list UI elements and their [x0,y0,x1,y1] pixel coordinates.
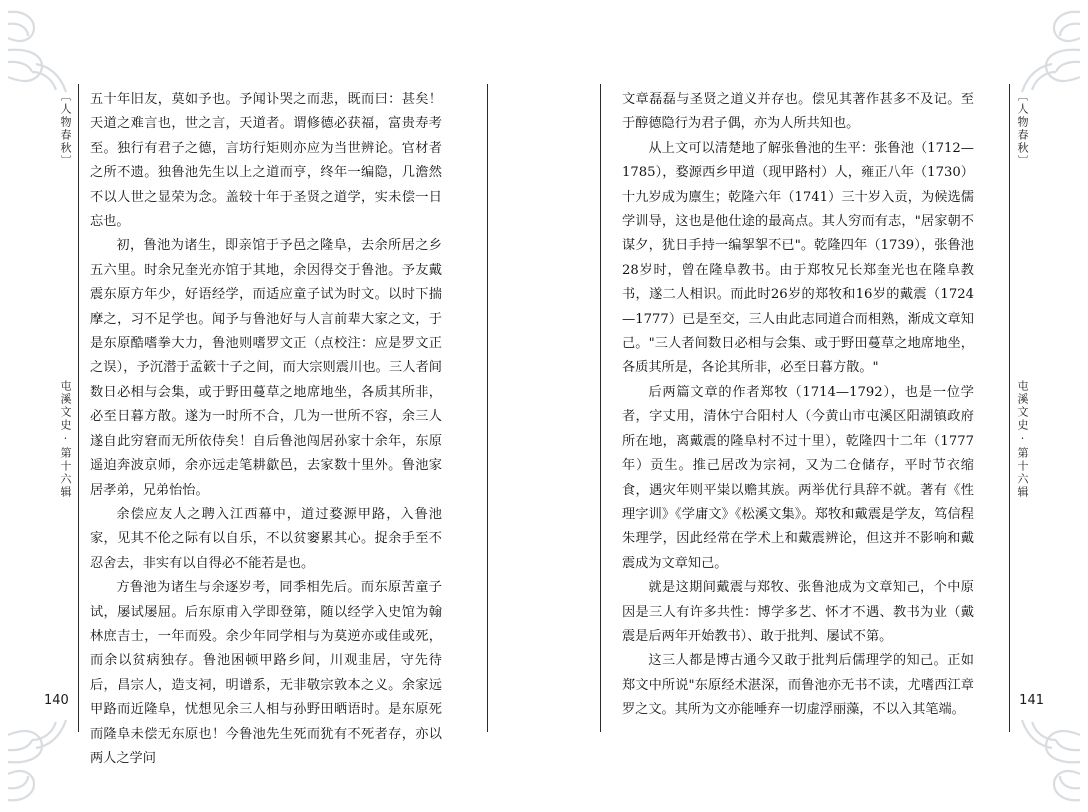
paragraph: 初，鲁池为诸生，即亲馆于予邑之隆阜，去余所居之乡五六里。时余兄奎光亦馆于其地，余因得交于鲁池。予友戴震东原方年少，好语经学，而适应童子试为时文。以时下揣摩之，习不足学也。闻予与鲁池好与人言前辈大家之文，于是东原酷嗜拳大力，鲁池则嗜罗文正（点校注：应是罗文正之误），予沉潜于孟簌十子之间，而大宗则震川也。三人者间数日必相与会集，或于野田蔓草之地席地坐，各质其所非，必至日暮方散。遂为一时所不合，几为一世所不容，余三人遂自此穷窘而无所依侍矣！自后鲁池闯居孙家十余年，东原遥迫奔波京师，余亦远走笔耕歙邑，去家数十里外。鲁池家居孝弟，兄弟怡怡。 [90,238,442,498]
paragraph: 就是这期间戴震与郑牧、张鲁池成为文章知己，个中原因是三人有许多共性：博学多艺、怀才不遇、教书为业（戴震是后两年开始教书）、敢于批判、屡试不第。 [622,580,974,644]
paragraph: 后两篇文章的作者郑牧（1714—1792），也是一位学者，字丈用，清休宁合阳村人（今黄山市屯溪区阳湖镇政府所在地，离戴震的隆阜村不过十里），乾隆四十二年（1777年）贡生。推己居改为宗祠，又为二仓储存，平时节衣缩食，遇灾年则平粜以赡其族。两举优行具辞不就。著有《性理字训》《学庸文》《松溪文集》。郑牧和戴震是学友，笃信程朱理学，因此经常在学术上和戴震辨论，但这并不影响和戴震成为文章知己。 [622,384,974,571]
paragraph: 五十年旧友，莫如予也。予闻讣哭之而悲，既而曰：甚矣！天道之难言也，世之言，天道者。谓修德必获福，富贵寿考至。独行有君子之德，言坊行矩则亦应为当世辨论。官材者之所不遗。独鲁池先生以上之道而亨，终年一编隐，几澹然不以人世之显荣为念。盖较十年于圣贤之道学，实未偿一日忘也。 [90,92,442,230]
body-text-left [90,88,442,771]
paragraph: 余偿应友人之聘入江西幕中，道过婺源甲路，入鲁池家，见其不伦之际有以自乐，不以贫窭累其心。捉余手至不忍舍去，非实有以自得必不能若是也。 [90,506,442,571]
page-left-outer-rule [78,84,79,732]
paragraph: 文章磊磊与圣贤之道义并存也。偿见其著作甚多不及记。至于醇德隐行为君子偶，亦为人所共知也。 [622,92,974,132]
folio-right: 141 [1019,693,1044,708]
running-head-volume-left: 屯溪文史·第十六辑 [59,380,72,499]
paragraph: 这三人都是博古通今又敢于批判后儒理学的知己。正如郑文中所说"东原经术湛深，而鲁池亦无书不读，尤嗜西江章罗之文。其所为文亦能唾弃一切虚浮丽藻，不以入其笔端。 [622,653,974,718]
running-head-series-left: 〔人物春秋〕 [59,90,72,168]
page-right [544,0,1088,812]
page-right-inner-rule [600,84,601,732]
body-text-right [622,88,974,723]
page-left-inner-rule [487,84,488,732]
page-right-outer-rule [1009,84,1010,732]
running-head-volume-right: 屯溪文史·第十六辑 [1016,380,1029,499]
folio-left: 140 [44,693,69,708]
running-head-series-right: 〔人物春秋〕 [1016,90,1029,168]
paragraph: 方鲁池为诸生与余逐岁考，同季相先后。而东原苦童子试，屡试屡屈。后东原甫入学即登第，随以经学入史馆为翰林庶吉士，一年而殁。余少年同学相与为莫逆亦或佳或死，而余以贫病独存。鲁池困顿甲路乡间，川观韭居，守先待后，昌宗人，造支祠，明谱系，无非敬宗敦本之义。余家远甲路而近隆阜，忧想见余三人相与孙野田晒语时。是东原死而隆阜未偿无东原也！今鲁池先生死而犹有不死者存，亦以两人之学问 [90,580,442,766]
paragraph: 从上文可以清楚地了解张鲁池的生平：张鲁池（1712—1785），婺源西乡甲道（现甲路村）人，雍正八年（1730）十九岁成为廪生；乾隆六年（1741）三十岁入贡，为候选儒学训导，这也是他仕途的最高点。其人穷而有志，"居家朝不谋夕，犹日手持一编挐挐不已"。乾隆四年（1739），张鲁池28岁时，曾在隆阜教书。由于郑牧兄长郑奎光也在隆阜教书，遂二人相识。而此时26岁的郑牧和16岁的戴震（1724—1777）已是至交，三人由此志同道合而相熟，渐成文章知己。"三人者间数日必相与会集、或于野田蔓草之地席地坐，各质其所是，各论其所非，必至日暮方散。" [622,140,974,376]
